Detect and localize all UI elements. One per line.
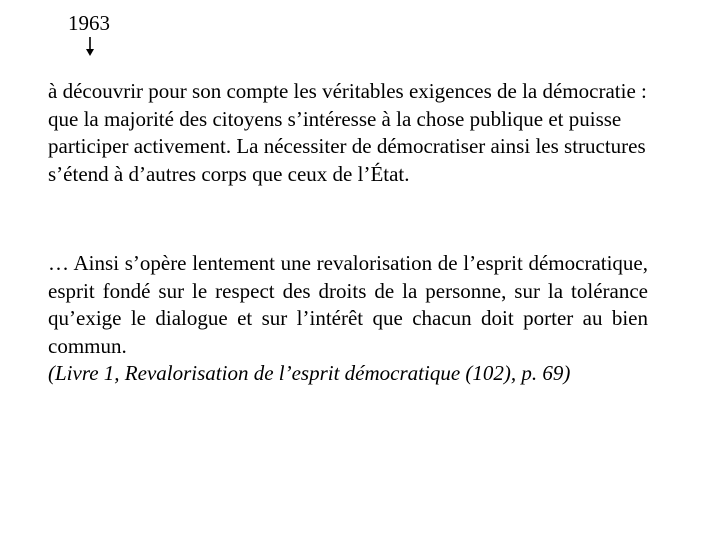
- down-arrow-icon: [83, 36, 97, 56]
- paragraph-1: à découvrir pour son compte les véritables exigences de la démocratie : que la majorité des citoyens s’intéresse à la chose publique et puisse participer activement. La nécessiter de démocratiser ainsi les structures s’étend à d’autres corps que ceux de l’État.: [48, 79, 647, 186]
- source-citation: (Livre 1, Revalorisation de l’esprit démocratique (102), p. 69): [48, 361, 571, 385]
- excerpt-block-1: [48, 78, 648, 188]
- year-label: 1963: [68, 11, 110, 35]
- paragraph-2: … Ainsi s’opère lentement une revalorisation de l’esprit démocratique, esprit fondé sur le respect des droits de la personne, sur la tolérance qu’exige le dialogue et sur l’intérêt que chacun doit porter au bien commun.: [48, 251, 648, 358]
- excerpt-block-2: [48, 250, 648, 388]
